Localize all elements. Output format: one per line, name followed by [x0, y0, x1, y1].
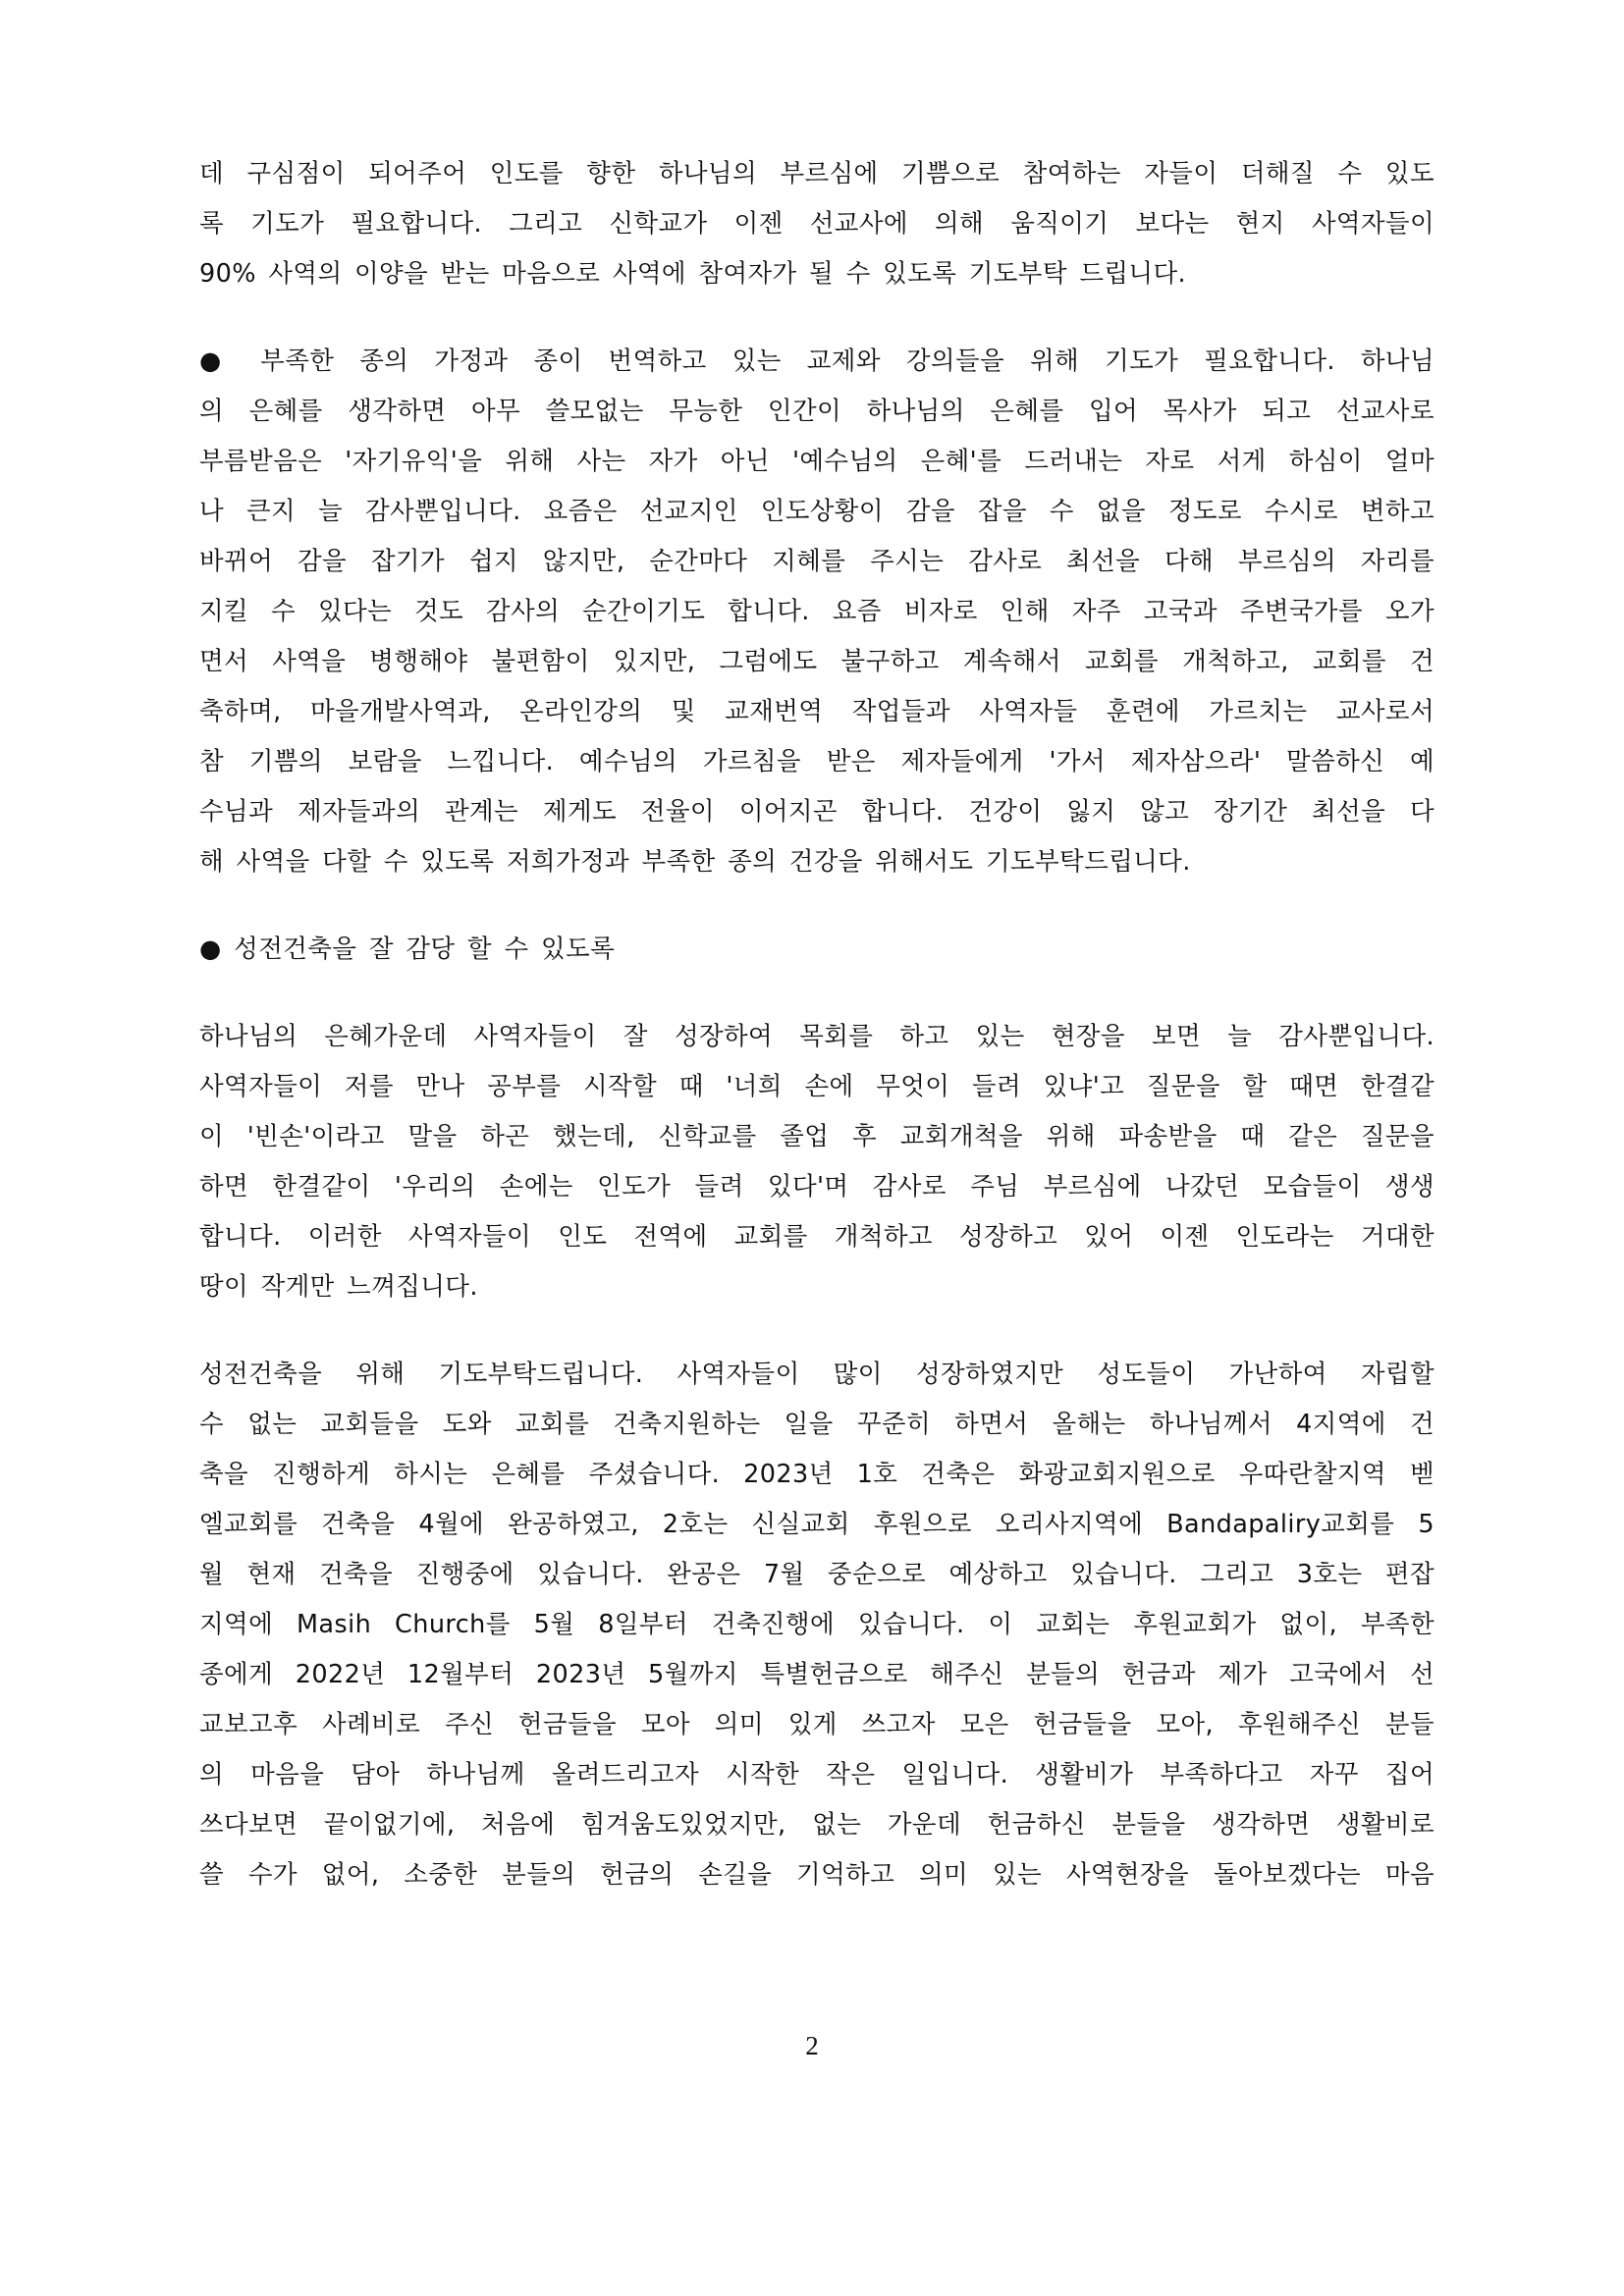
text-line: 축을 진행하게 하시는 은혜를 주셨습니다. 2023년 1호 건축은 화광교회지원으로 우따란찰지역 벧	[199, 1460, 1435, 1489]
text-line: 지킬 수 있다는 것도 감사의 순간이기도 합니다. 요즘 비자로 인해 자주 고국과 주변국가를 오가	[199, 597, 1435, 626]
text-line: 90% 사역의 이양을 받는 마음으로 사역에 참여자가 될 수 있도록 기도부탁 드립니다.	[199, 259, 1187, 289]
text-line: 부름받음은 '자기유익'을 위해 사는 자가 아닌 '예수님의 은혜'를 드러내는 자로 서게 하심이 얼마	[199, 447, 1435, 476]
paragraph-ministers-growth	[199, 1012, 1435, 1312]
text-line: 해 사역을 다할 수 있도록 저희가정과 부족한 종의 건강을 위해서도 기도부탁드립니다.	[199, 847, 1191, 877]
text-line: 바뀌어 감을 잡기가 쉽지 않지만, 순간마다 지혜를 주시는 감사로 최선을 다해 부르심의 자리를	[199, 547, 1435, 576]
text-line: 의 마음을 담아 하나님께 올려드리고자 시작한 작은 일입니다. 생활비가 부족하다고 자꾸 집어	[199, 1760, 1435, 1789]
text-line: 합니다. 이러한 사역자들이 인도 전역에 교회를 개척하고 성장하고 있어 이젠 인도라는 거대한	[199, 1222, 1435, 1252]
text-line: 수 없는 교회들을 도와 교회를 건축지원하는 일을 꾸준히 하면서 올해는 하나님께서 4지역에 건	[199, 1410, 1435, 1439]
text-line: 참 기쁨의 보람을 느낍니다. 예수님의 가르침을 받은 제자들에게 '가서 제자삼으라' 말씀하신 예	[199, 747, 1435, 776]
text-line: 축하며, 마을개발사역과, 온라인강의 및 교재번역 작업들과 사역자들 훈련에 가르치는 교사로서	[199, 697, 1435, 726]
bullet-text-line: ● 부족한 종의 가정과 종이 번역하고 있는 교제와 강의들을 위해 기도가 필요합니다. 하나님	[199, 347, 1435, 376]
document-body	[199, 149, 1435, 1900]
text-line: 지역에 Masih Church를 5월 8일부터 건축진행에 있습니다. 이 교회는 후원교회가 없이, 부족한	[199, 1610, 1435, 1639]
text-line: 면서 사역을 병행해야 불편함이 있지만, 그럼에도 불구하고 계속해서 교회를 개척하고, 교회를 건	[199, 647, 1435, 676]
text-line: 땅이 작게만 느껴집니다.	[199, 1272, 478, 1302]
paragraph-intro-prayer	[199, 149, 1435, 299]
text-line: 쓰다보면 끝이없기에, 처음에 힘겨움도있었지만, 없는 가운데 헌금하신 분들을 생각하면 생활비로	[199, 1810, 1435, 1840]
paragraph-temple-construction	[199, 1350, 1435, 1900]
text-line: 데 구심점이 되어주어 인도를 향한 하나님의 부르심에 기쁨으로 참여하는 자들이 더해질 수 있도	[199, 159, 1435, 188]
text-line: 성전건축을 위해 기도부탁드립니다. 사역자들이 많이 성장하였지만 성도들이 가난하여 자립할	[199, 1360, 1435, 1389]
text-line: 의 은혜를 생각하면 아무 쓸모없는 무능한 인간이 하나님의 은혜를 입어 목사가 되고 선교사로	[199, 397, 1435, 426]
text-line: 월 현재 건축을 진행중에 있습니다. 완공은 7월 중순으로 예상하고 있습니다. 그리고 3호는 편잡	[199, 1560, 1435, 1589]
paragraph-family-prayer	[199, 337, 1435, 887]
page-number: 2	[805, 2031, 819, 2060]
section-heading-temple-building	[199, 925, 1435, 975]
text-line: 나 큰지 늘 감사뿐입니다. 요즘은 선교지인 인도상황이 감을 잡을 수 없을 정도로 수시로 변하고	[199, 497, 1435, 526]
text-line: 록 기도가 필요합니다. 그리고 신학교가 이젠 선교사에 의해 움직이기 보다는 현지 사역자들이	[199, 209, 1435, 239]
text-line: 사역자들이 저를 만나 공부를 시작할 때 '너희 손에 무엇이 들려 있냐'고 질문을 할 때면 한결같	[199, 1072, 1435, 1101]
text-line: 교보고후 사례비로 주신 헌금들을 모아 의미 있게 쓰고자 모은 헌금들을 모아, 후원해주신 분들	[199, 1710, 1435, 1739]
text-line: 엘교회를 건축을 4월에 완공하였고, 2호는 신실교회 후원으로 오리사지역에 Bandapaliry교회를 5	[199, 1510, 1435, 1539]
text-line: 종에게 2022년 12월부터 2023년 5월까지 특별헌금으로 해주신 분들의 헌금과 제가 고국에서 선	[199, 1660, 1435, 1689]
text-line: 이 '빈손'이라고 말을 하곤 했는데, 신학교를 졸업 후 교회개척을 위해 파송받을 때 같은 질문을	[199, 1122, 1435, 1151]
text-line: 수님과 제자들과의 관계는 제게도 전율이 이어지곤 합니다. 건강이 잃지 않고 장기간 최선을 다	[199, 797, 1435, 827]
bullet-heading-line: ● 성전건축을 잘 감당 할 수 있도록	[199, 934, 616, 964]
text-line: 하면 한결같이 '우리의 손에는 인도가 들려 있다'며 감사로 주님 부르심에 나갔던 모습들이 생생	[199, 1172, 1435, 1201]
text-line: 하나님의 은혜가운데 사역자들이 잘 성장하여 목회를 하고 있는 현장을 보면 늘 감사뿐입니다.	[199, 1022, 1435, 1051]
text-line: 쓸 수가 없어, 소중한 분들의 헌금의 손길을 기억하고 의미 있는 사역현장을 돌아보겠다는 마음	[199, 1860, 1435, 1890]
